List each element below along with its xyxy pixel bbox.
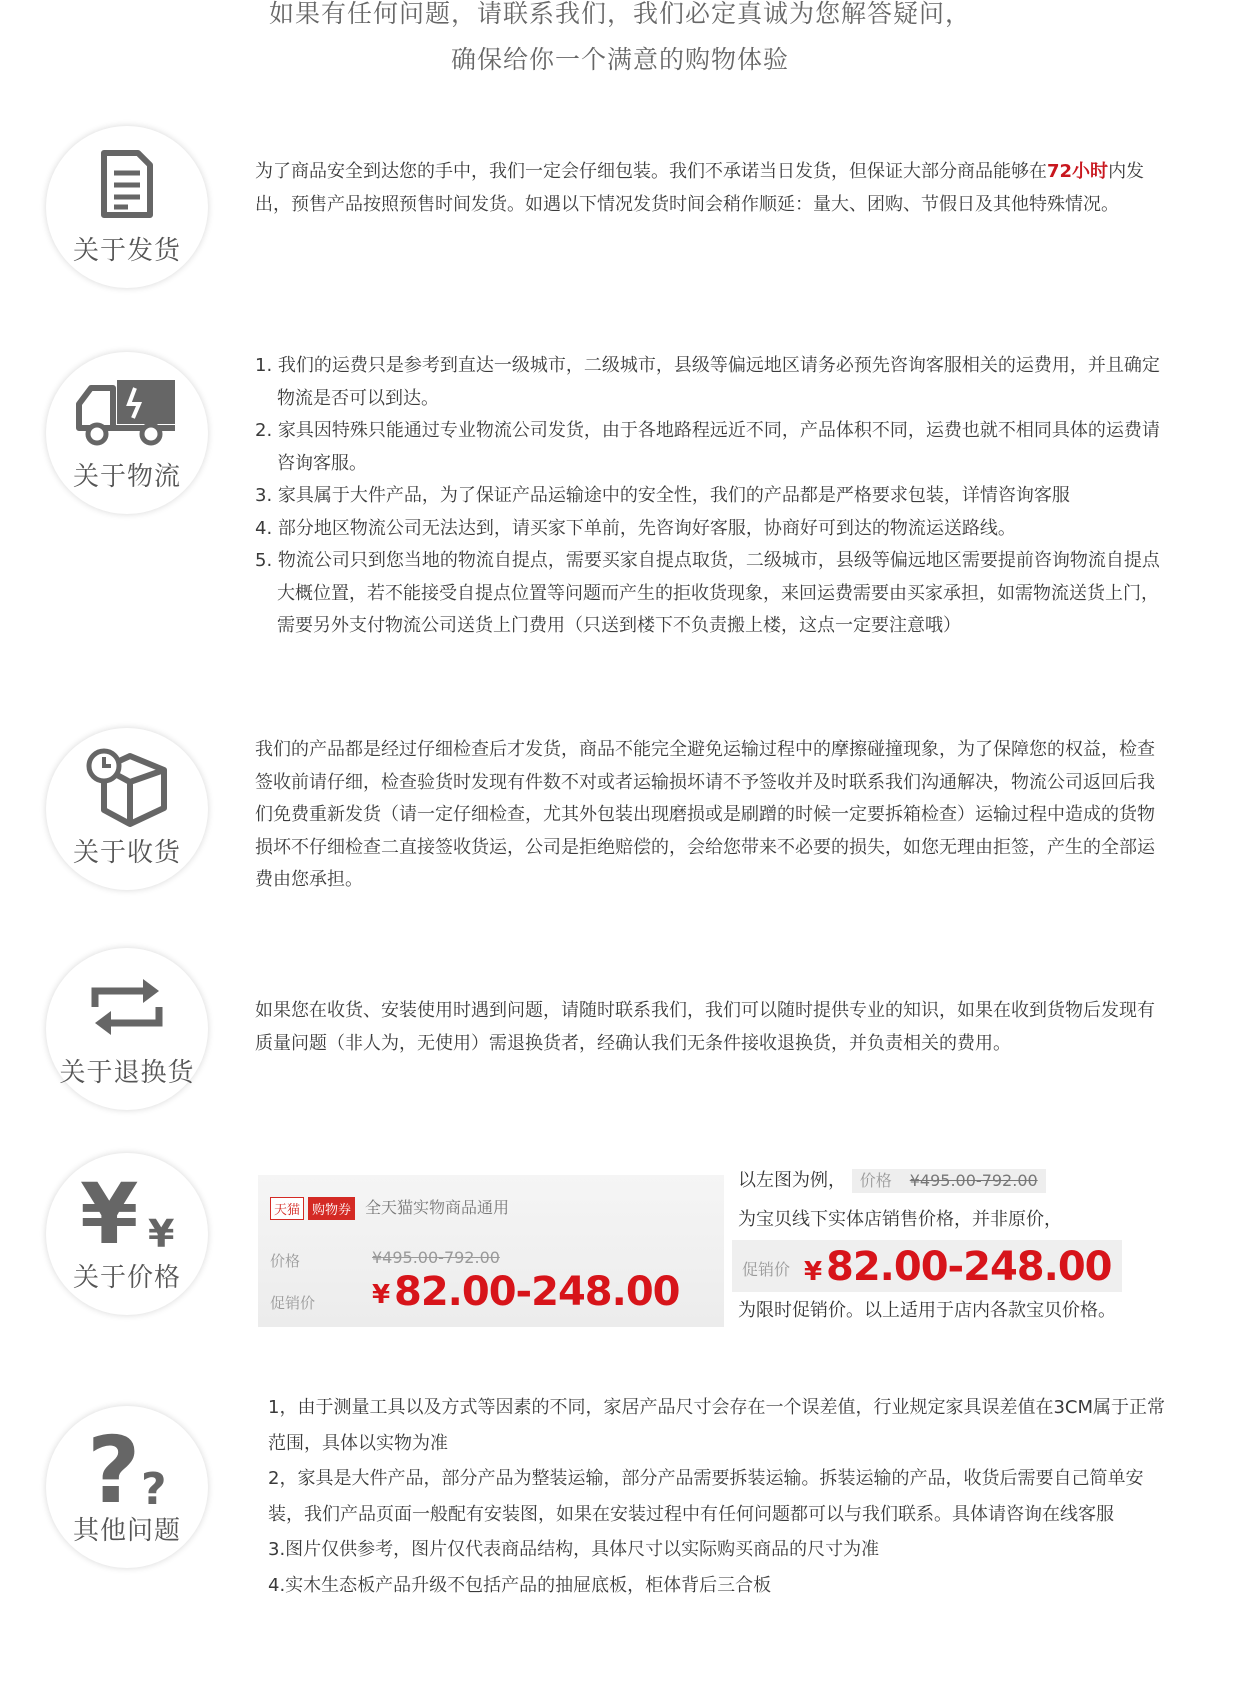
shipping-text: 为了商品安全到达您的手中，我们一定会仔细包装。我们不承诺当日发货，但保证大部分商品能够在72小时内发出，预售产品按照预售时间发货。如遇以下情况发货时间会稍作顺延：量大、团购、节假日及其他特殊情况。	[255, 161, 1145, 215]
yen-icon	[72, 1171, 182, 1253]
intro-line-2: 确保给你一个满意的购物体验	[450, 45, 789, 74]
price-caption: 价格	[270, 1252, 301, 1270]
other-label: 其他问题	[72, 1516, 181, 1546]
promo-price: 82.00-248.00	[394, 1269, 680, 1315]
shipping-label: 关于发货	[72, 236, 181, 266]
truck-icon	[75, 376, 179, 446]
receiving-text: 我们的产品都是经过仔细检查后才发货，商品不能完全避免运输过程中的摩擦碰撞现象，为了保障您的权益，检查签收前请仔细，检查验货时发现有件数不对或者运输损坏请不予签收并及时联系我们沟通解决，物流公司返回后我们免费重新发货（请一定仔细检查，尤其外包装出现磨损或是刷蹭的时候一定要拆箱检查）运输过程中造成的货物损坏不仔细检查二直接签收货运，公司是拒绝赔偿的，会给您带来不必要的损失，如您无理由拒签，产生的全部运费由您承担。	[255, 739, 1155, 890]
price-explain-line-3: 为限时促销价。以上适用于店内各款宝贝价格。	[738, 1300, 1116, 1321]
logistics-text	[255, 350, 1165, 643]
price-example-box	[258, 1175, 724, 1327]
logistics-item: 2. 家具因特殊只能通过专业物流公司发货，由于各地路程远近不同，产品体积不同，运费也就不相同具体的运费请咨询客服。	[255, 420, 1160, 474]
logistics-item: 3. 家具属于大件产品，为了保证产品运输途中的安全性，我们的产品都是严格要求包装，详情咨询客服	[255, 485, 1070, 506]
document-icon	[98, 149, 156, 221]
returns-text: 如果您在收货、安装使用时遇到问题，请随时联系我们，我们可以随时提供专业的知识，如果在收到货物后发现有质量问题（非人为，无使用）需退换货者，经确认我们无条件接收退换货，并负责相关的费用。	[255, 1000, 1155, 1054]
price-explain-line-1: 以左图为例， 价格 ¥495.00-792.00	[738, 1166, 1046, 1193]
svg-text:?: ?	[141, 1464, 167, 1508]
original-price: ¥495.00-792.00	[372, 1248, 500, 1267]
other-item: 2，家具是大件产品，部分产品为整装运输，部分产品需要拆装运输。拆装运输的产品，收货后需要自己简单安装，我们产品页面一般配有安装图，如果在安装过程中有任何问题都可以与我们联系。具体请咨询在线客服	[268, 1468, 1144, 1525]
coupon-tag: 购物券	[308, 1197, 355, 1220]
question-mark-icon	[77, 1422, 177, 1508]
intro-line-1: 如果有任何问题，请联系我们，我们必定真诚为您解答疑问，	[268, 0, 971, 28]
logistics-label: 关于物流	[72, 462, 181, 492]
promo-caption: 促销价	[270, 1294, 316, 1312]
price-badge	[46, 1153, 208, 1315]
logistics-badge	[46, 352, 208, 514]
svg-text:¥: ¥	[148, 1212, 175, 1253]
price-explain-line-2: 为宝贝线下实体店销售价格，并非原价，	[738, 1209, 1062, 1230]
other-item: 1，由于测量工具以及方式等因素的不同，家居产品尺寸会存在一个误差值，行业规定家具误差值在3CM属于正常范围，具体以实物为准	[268, 1397, 1165, 1454]
promo-currency: ¥	[372, 1280, 391, 1310]
svg-text:¥: ¥	[80, 1171, 139, 1253]
other-badge	[46, 1406, 208, 1568]
other-item: 3.图片仅供参考，图片仅代表商品结构，具体尺寸以实际购买商品的尺寸为准	[268, 1539, 880, 1560]
logistics-item: 4. 部分地区物流公司无法达到，请买家下单前，先咨询好客服，协商好可到达的物流运送路线。	[255, 517, 1016, 539]
promo-price-chip: 促销价 ¥ 82.00-248.00	[732, 1240, 1122, 1292]
price-label: 关于价格	[72, 1263, 181, 1293]
receiving-label: 关于收货	[72, 838, 181, 868]
coupon-text: 全天猫实物商品通用	[365, 1198, 510, 1217]
receiving-badge	[46, 728, 208, 890]
logistics-item: 5. 物流公司只到您当地的物流自提点，需要买家自提点取货，二级城市，县级等偏远地区需要提前咨询物流自提点大概位置，若不能接受自提点位置等问题而产生的拒收货现象，来回运费需要由买家承担，如需物流送货上门，需要另外支付物流公司送货上门费用（只送到楼下不负责搬上楼，这点一定要注意哦）	[255, 550, 1160, 636]
shipping-highlight: 72小时	[1047, 161, 1109, 182]
other-item: 4.实木生态板产品升级不包括产品的抽屉底板，柜体背后三合板	[268, 1574, 772, 1596]
returns-badge	[46, 948, 208, 1110]
returns-label: 关于退换货	[59, 1058, 195, 1088]
price-chip: 价格 ¥495.00-792.00	[852, 1169, 1046, 1193]
package-clock-icon	[84, 746, 170, 828]
other-text	[268, 1390, 1168, 1603]
shipping-badge	[46, 126, 208, 288]
tmall-tag: 天猫	[270, 1197, 304, 1220]
exchange-arrows-icon	[89, 975, 165, 1039]
svg-text:?: ?	[87, 1422, 141, 1508]
logistics-item: 1. 我们的运费只是参考到直达一级城市，二级城市，县级等偏远地区请务必预先咨询客服相关的运费用，并且确定物流是否可以到达。	[255, 355, 1160, 409]
